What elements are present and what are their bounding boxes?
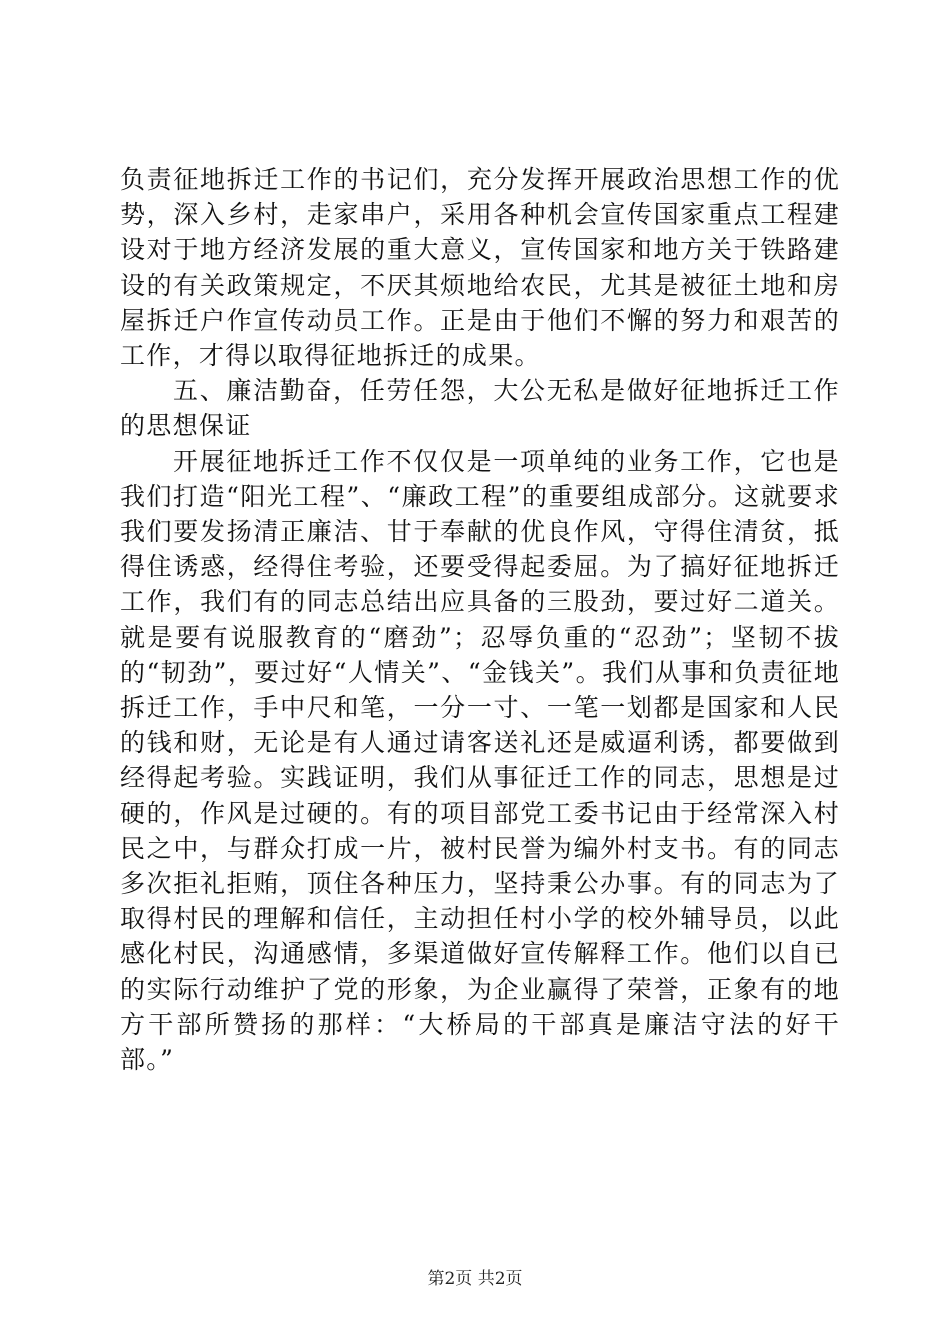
document-body: [120, 162, 840, 1077]
paragraph-continuation: 负责征地拆迁工作的书记们，充分发挥开展政治思想工作的优势，深入乡村，走家串户，采用各种机会宣传国家重点工程建设对于地方经济发展的重大意义，宣传国家和地方关于铁路建设的有关政策规定，不厌其烦地给农民，尤其是被征土地和房屋拆迁户作宣传动员工作。正是由于他们不懈的努力和艰苦的工作，才得以取得征地拆迁的成果。: [120, 165, 840, 371]
paragraph-integrity: 开展征地拆迁工作不仅仅是一项单纯的业务工作，它也是我们打造“阳光工程”、“廉政工程”的重要组成部分。这就要求我们要发扬清正廉洁、甘于奉献的优良作风，守得住清贫，抵得住诱惑，经得住考验，还要受得起委屈。为了搞好征地拆迁工作，我们有的同志总结出应具备的三股劲，要过好二道关。就是要有说服教育的“磨劲”；忍辱负重的“忍劲”；坚韧不拔的“韧劲”，要过好“人情关”、“金钱关”。我们从事和负责征地拆迁工作，手中尺和笔，一分一寸、一笔一划都是国家和人民的钱和财，无论是有人通过请客送礼还是威逼利诱，都要做到经得起考验。实践证明，我们从事征迁工作的同志，思想是过硬的，作风是过硬的。有的项目部党工委书记由于经常深入村民之中，与群众打成一片，被村民誉为编外村支书。有的同志多次拒礼拒贿，顶住各种压力，坚持秉公办事。有的同志为了取得村民的理解和信任，主动担任村小学的校外辅导员，以此感化村民，沟通感情，多渠道做好宣传解释工作。他们以自已的实际行动维护了党的形象，为企业赢得了荣誉，正象有的地方干部所赞扬的那样：“大桥局的干部真是廉洁守法的好干部。”: [120, 446, 840, 1075]
section-heading-five: 五、廉洁勤奋，任劳任怨，大公无私是做好征地拆迁工作的思想保证: [120, 376, 840, 441]
page-footer: 第2页 共2页: [427, 1269, 523, 1289]
